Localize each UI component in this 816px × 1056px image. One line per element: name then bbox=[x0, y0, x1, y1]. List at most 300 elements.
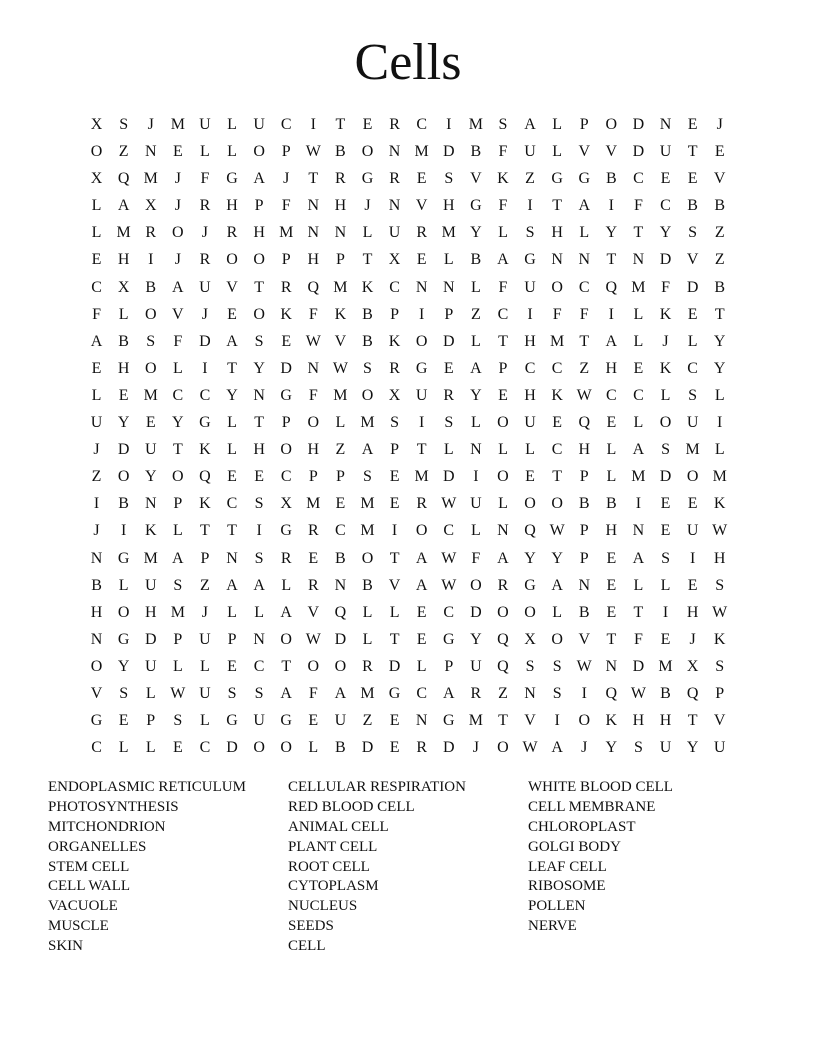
grid-letter: D bbox=[442, 332, 455, 350]
grid-letter: S bbox=[552, 657, 562, 675]
grid-letter: N bbox=[470, 441, 482, 459]
grid-letter: O bbox=[551, 630, 563, 648]
grid-letter: L bbox=[281, 576, 292, 594]
grid-letter: J bbox=[364, 197, 371, 215]
grid-letter: F bbox=[308, 386, 318, 404]
grid-letter: N bbox=[307, 359, 320, 377]
grid-letter: R bbox=[416, 495, 427, 513]
grid-letter: Z bbox=[525, 170, 535, 188]
grid-letter: Q bbox=[117, 170, 130, 188]
grid-letter: B bbox=[687, 197, 698, 215]
grid-letter: Z bbox=[714, 251, 725, 269]
grid-letter: B bbox=[660, 684, 671, 702]
grid-letter: J bbox=[174, 251, 181, 269]
grid-letter: D bbox=[442, 468, 455, 486]
grid-letter: I bbox=[419, 305, 425, 323]
grid-letter: M bbox=[631, 278, 646, 296]
grid-letter: L bbox=[552, 603, 563, 621]
grid-letter: S bbox=[715, 657, 725, 675]
grid-letter: E bbox=[687, 576, 698, 594]
grid-letter: A bbox=[551, 739, 563, 757]
word-list-item: CYTOPLASM bbox=[288, 878, 379, 895]
grid-letter: O bbox=[470, 576, 482, 594]
grid-letter: I bbox=[608, 197, 614, 215]
word-list-item: MITCHONDRION bbox=[48, 818, 166, 835]
grid-letter: L bbox=[362, 630, 373, 648]
grid-letter: Y bbox=[713, 332, 726, 350]
grid-letter: L bbox=[633, 332, 644, 350]
grid-letter: R bbox=[280, 278, 292, 296]
grid-letter: D bbox=[361, 739, 374, 757]
word-list-item: RED BLOOD CELL bbox=[288, 798, 415, 815]
grid-letter: V bbox=[713, 170, 726, 188]
grid-letter: N bbox=[551, 251, 563, 269]
grid-letter: Y bbox=[117, 414, 130, 432]
grid-letter: O bbox=[253, 251, 265, 269]
grid-letter: B bbox=[362, 305, 373, 323]
grid-letter: G bbox=[578, 170, 591, 188]
grid-letter: T bbox=[633, 224, 644, 242]
grid-letter: U bbox=[686, 522, 699, 540]
grid-letter: E bbox=[416, 251, 427, 269]
grid-letter: M bbox=[550, 332, 565, 350]
grid-letter: Z bbox=[714, 224, 725, 242]
grid-letter: L bbox=[362, 603, 373, 621]
grid-letter: G bbox=[524, 251, 536, 269]
grid-letter: J bbox=[147, 116, 154, 133]
grid-letter: N bbox=[226, 549, 238, 567]
grid-letter: L bbox=[687, 332, 698, 350]
grid-letter: P bbox=[579, 522, 589, 540]
grid-letter: U bbox=[199, 278, 211, 296]
grid-letter: E bbox=[687, 495, 698, 513]
grid-letter: E bbox=[227, 468, 237, 486]
grid-letter: M bbox=[116, 224, 131, 242]
word-list-item: GOLGI BODY bbox=[528, 838, 621, 855]
grid-letter: E bbox=[91, 359, 102, 377]
grid-letter: U bbox=[686, 414, 699, 432]
grid-letter: I bbox=[120, 522, 127, 540]
grid-letter: R bbox=[199, 197, 211, 215]
grid-letter: G bbox=[280, 386, 292, 404]
grid-letter: B bbox=[118, 495, 129, 513]
grid-letter: N bbox=[253, 630, 265, 648]
grid-letter: I bbox=[473, 468, 479, 486]
grid-letter: N bbox=[415, 278, 428, 296]
grid-letter: I bbox=[581, 684, 587, 702]
grid-letter: P bbox=[390, 441, 400, 459]
grid-letter: Q bbox=[497, 630, 509, 648]
word-list-item: CELL MEMBRANE bbox=[528, 798, 656, 815]
grid-letter: O bbox=[117, 468, 130, 486]
grid-letter: E bbox=[687, 305, 698, 323]
grid-letter: C bbox=[280, 116, 292, 133]
grid-letter: W bbox=[712, 603, 728, 621]
grid-letter: P bbox=[498, 359, 508, 377]
grid-letter: C bbox=[633, 170, 644, 188]
grid-letter: Q bbox=[686, 684, 699, 702]
grid-letter: G bbox=[117, 630, 130, 648]
word-list-item: PHOTOSYNTHESIS bbox=[48, 798, 179, 815]
grid-letter: M bbox=[631, 468, 646, 486]
grid-letter: L bbox=[91, 197, 102, 215]
grid-letter: A bbox=[497, 549, 509, 567]
grid-letter: U bbox=[199, 684, 211, 702]
grid-letter: F bbox=[661, 278, 670, 296]
word-search-grid bbox=[83, 111, 733, 761]
grid-letter: Y bbox=[470, 224, 482, 242]
grid-letter: E bbox=[633, 359, 644, 377]
grid-letter: C bbox=[443, 522, 455, 540]
grid-letter: E bbox=[172, 739, 183, 757]
grid-letter: O bbox=[172, 468, 184, 486]
grid-letter: D bbox=[442, 739, 455, 757]
grid-letter: Y bbox=[605, 739, 618, 757]
grid-letter: H bbox=[334, 197, 347, 215]
grid-letter: T bbox=[227, 359, 237, 377]
grid-letter: T bbox=[552, 468, 563, 486]
word-list-item: MUSCLE bbox=[48, 918, 109, 935]
grid-letter: Y bbox=[551, 549, 563, 567]
grid-letter: P bbox=[146, 712, 156, 730]
grid-letter: Z bbox=[470, 305, 481, 323]
grid-letter: H bbox=[524, 332, 536, 350]
grid-letter: E bbox=[145, 414, 156, 432]
grid-letter: O bbox=[497, 468, 509, 486]
grid-letter: R bbox=[307, 522, 319, 540]
grid-letter: O bbox=[144, 359, 157, 377]
grid-letter: F bbox=[308, 684, 318, 702]
grid-letter: R bbox=[470, 684, 482, 702]
grid-letter: Y bbox=[659, 224, 672, 242]
grid-letter: O bbox=[172, 224, 184, 242]
grid-letter: B bbox=[605, 495, 617, 513]
grid-letter: E bbox=[389, 739, 400, 757]
grid-letter: I bbox=[419, 414, 425, 432]
grid-letter: Y bbox=[713, 359, 726, 377]
grid-letter: M bbox=[143, 170, 158, 188]
grid-letter: L bbox=[470, 332, 481, 350]
grid-letter: K bbox=[280, 305, 292, 323]
grid-letter: E bbox=[606, 603, 617, 621]
grid-letter: N bbox=[144, 143, 157, 161]
grid-letter: E bbox=[416, 630, 427, 648]
grid-letter: T bbox=[552, 197, 563, 215]
grid-letter: M bbox=[143, 386, 158, 404]
grid-letter: L bbox=[335, 414, 346, 432]
grid-letter: S bbox=[363, 468, 372, 486]
grid-letter: S bbox=[173, 576, 183, 594]
grid-letter: M bbox=[441, 224, 456, 242]
word-list-item: ROOT CELL bbox=[288, 858, 370, 875]
grid-letter: N bbox=[632, 251, 645, 269]
grid-letter: Q bbox=[578, 414, 591, 432]
grid-letter: Z bbox=[118, 143, 129, 161]
grid-letter: F bbox=[173, 332, 183, 350]
grid-letter: F bbox=[633, 630, 643, 648]
grid-letter: E bbox=[227, 657, 237, 675]
grid-letter: D bbox=[442, 143, 455, 161]
grid-letter: M bbox=[279, 224, 294, 242]
grid-letter: J bbox=[93, 441, 100, 459]
grid-letter: C bbox=[199, 386, 211, 404]
grid-letter: J bbox=[472, 739, 479, 757]
word-list-item: ANIMAL CELL bbox=[288, 818, 389, 835]
grid-letter: I bbox=[527, 305, 533, 323]
grid-letter: G bbox=[226, 712, 238, 730]
grid-letter: D bbox=[280, 359, 292, 377]
grid-letter: Y bbox=[226, 386, 238, 404]
grid-letter: W bbox=[549, 522, 565, 540]
grid-letter: B bbox=[714, 197, 726, 215]
grid-letter: C bbox=[226, 495, 238, 513]
grid-letter: R bbox=[362, 657, 373, 675]
grid-letter: M bbox=[170, 116, 185, 133]
grid-letter: O bbox=[117, 603, 130, 621]
grid-letter: H bbox=[632, 712, 645, 730]
grid-letter: U bbox=[144, 441, 157, 459]
grid-letter: P bbox=[200, 549, 210, 567]
grid-letter: G bbox=[524, 576, 536, 594]
grid-letter: A bbox=[632, 441, 645, 459]
grid-letter: E bbox=[308, 712, 319, 730]
grid-letter: N bbox=[415, 712, 428, 730]
grid-letter: K bbox=[659, 305, 672, 323]
grid-letter: N bbox=[90, 630, 103, 648]
grid-letter: B bbox=[118, 332, 129, 350]
grid-letter: O bbox=[578, 712, 591, 730]
grid-letter: T bbox=[254, 414, 264, 432]
grid-letter: K bbox=[497, 170, 509, 188]
grid-letter: E bbox=[91, 251, 102, 269]
word-list-item: SEEDS bbox=[288, 918, 334, 935]
grid-letter: M bbox=[170, 603, 185, 621]
grid-letter: L bbox=[172, 522, 183, 540]
grid-letter: O bbox=[361, 143, 374, 161]
grid-letter: G bbox=[442, 712, 455, 730]
grid-letter: W bbox=[441, 495, 457, 513]
grid-letter: R bbox=[497, 576, 509, 594]
grid-letter: E bbox=[254, 468, 264, 486]
grid-letter: W bbox=[305, 332, 321, 350]
grid-letter: W bbox=[305, 143, 321, 161]
grid-letter: N bbox=[307, 224, 320, 242]
grid-letter: G bbox=[442, 630, 455, 648]
grid-letter: T bbox=[579, 332, 590, 350]
grid-letter: E bbox=[416, 170, 427, 188]
grid-letter: A bbox=[226, 576, 238, 594]
grid-letter: Y bbox=[470, 386, 482, 404]
word-list-item: STEM CELL bbox=[48, 858, 130, 875]
grid-letter: U bbox=[388, 224, 401, 242]
grid-letter: N bbox=[388, 197, 401, 215]
grid-letter: C bbox=[443, 603, 455, 621]
grid-letter: L bbox=[660, 386, 671, 404]
grid-letter: D bbox=[117, 441, 130, 459]
grid-letter: O bbox=[90, 657, 103, 675]
grid-letter: L bbox=[498, 441, 508, 459]
grid-letter: T bbox=[335, 116, 346, 133]
grid-letter: X bbox=[90, 170, 103, 188]
grid-letter: H bbox=[442, 197, 455, 215]
grid-letter: W bbox=[712, 522, 728, 540]
grid-letter: H bbox=[117, 251, 130, 269]
grid-letter: R bbox=[335, 170, 346, 188]
grid-letter: Q bbox=[497, 657, 509, 675]
grid-letter: E bbox=[443, 359, 454, 377]
grid-letter: Q bbox=[307, 278, 320, 296]
grid-letter: C bbox=[253, 657, 265, 675]
grid-letter: W bbox=[332, 359, 348, 377]
grid-letter: O bbox=[280, 630, 292, 648]
grid-letter: V bbox=[226, 278, 238, 296]
grid-letter: T bbox=[308, 170, 319, 188]
grid-letter: C bbox=[497, 305, 509, 323]
grid-letter: K bbox=[361, 278, 374, 296]
grid-letter: S bbox=[363, 359, 372, 377]
grid-letter: C bbox=[578, 278, 590, 296]
grid-letter: K bbox=[551, 386, 563, 404]
grid-letter: X bbox=[280, 495, 292, 513]
word-list-item: CELL bbox=[288, 938, 326, 955]
grid-letter: Y bbox=[117, 657, 130, 675]
grid-letter: K bbox=[199, 441, 211, 459]
grid-letter: S bbox=[119, 684, 129, 702]
grid-letter: F bbox=[498, 143, 508, 161]
grid-letter: U bbox=[253, 712, 265, 730]
grid-letter: F bbox=[471, 549, 481, 567]
grid-letter: N bbox=[307, 197, 320, 215]
grid-letter: A bbox=[415, 549, 428, 567]
grid-letter: I bbox=[202, 359, 208, 377]
word-list-item: RIBOSOME bbox=[528, 878, 606, 895]
grid-letter: W bbox=[576, 386, 592, 404]
grid-letter: J bbox=[283, 170, 290, 188]
grid-letter: E bbox=[660, 495, 671, 513]
grid-letter: L bbox=[416, 657, 427, 675]
word-list-item: CELL WALL bbox=[48, 878, 131, 895]
grid-letter: I bbox=[527, 197, 533, 215]
grid-letter: U bbox=[90, 414, 103, 432]
grid-letter: X bbox=[524, 630, 536, 648]
grid-letter: R bbox=[226, 224, 238, 242]
grid-letter: J bbox=[201, 603, 209, 621]
grid-letter: E bbox=[389, 495, 400, 513]
grid-letter: C bbox=[199, 739, 211, 757]
grid-letter: O bbox=[524, 603, 536, 621]
grid-letter: T bbox=[687, 143, 698, 161]
grid-letter: S bbox=[173, 712, 183, 730]
grid-letter: H bbox=[605, 522, 618, 540]
grid-letter: U bbox=[470, 657, 482, 675]
grid-letter: L bbox=[443, 251, 454, 269]
grid-letter: A bbox=[551, 576, 563, 594]
grid-letter: C bbox=[633, 386, 644, 404]
grid-letter: F bbox=[498, 278, 508, 296]
grid-letter: O bbox=[659, 414, 672, 432]
grid-letter: S bbox=[525, 657, 535, 675]
grid-letter: Z bbox=[200, 576, 210, 594]
grid-letter: L bbox=[633, 576, 644, 594]
grid-letter: P bbox=[390, 305, 400, 323]
grid-letter: M bbox=[333, 386, 348, 404]
grid-letter: T bbox=[254, 278, 264, 296]
grid-letter: E bbox=[335, 495, 346, 513]
grid-letter: H bbox=[659, 712, 672, 730]
grid-letter: Y bbox=[144, 468, 157, 486]
grid-letter: V bbox=[686, 251, 699, 269]
grid-letter: M bbox=[468, 116, 483, 133]
word-list-item: SKIN bbox=[48, 938, 84, 955]
grid-letter: E bbox=[118, 712, 129, 730]
grid-letter: L bbox=[714, 386, 725, 404]
grid-letter: C bbox=[687, 359, 698, 377]
grid-letter: B bbox=[714, 278, 726, 296]
grid-letter: A bbox=[361, 441, 374, 459]
grid-letter: N bbox=[388, 143, 401, 161]
grid-letter: I bbox=[554, 712, 560, 730]
grid-letter: E bbox=[606, 549, 617, 567]
grid-letter: L bbox=[606, 468, 617, 486]
grid-letter: A bbox=[605, 332, 618, 350]
word-list-item: PLANT CELL bbox=[288, 838, 378, 855]
grid-letter: T bbox=[498, 712, 508, 730]
grid-letter: T bbox=[389, 630, 400, 648]
grid-letter: I bbox=[93, 495, 100, 513]
grid-letter: Z bbox=[498, 684, 508, 702]
grid-letter: G bbox=[415, 359, 428, 377]
grid-letter: B bbox=[362, 332, 373, 350]
grid-letter: P bbox=[444, 657, 454, 675]
grid-letter: L bbox=[443, 441, 454, 459]
grid-letter: L bbox=[633, 414, 644, 432]
grid-letter: I bbox=[608, 305, 614, 323]
grid-letter: F bbox=[92, 305, 101, 323]
grid-letter: O bbox=[605, 116, 618, 133]
grid-letter: N bbox=[632, 522, 645, 540]
grid-letter: U bbox=[199, 630, 211, 648]
grid-letter: S bbox=[254, 549, 264, 567]
grid-letter: J bbox=[581, 739, 588, 757]
grid-letter: S bbox=[688, 224, 698, 242]
grid-letter: V bbox=[334, 332, 347, 350]
grid-letter: P bbox=[173, 495, 183, 513]
grid-letter: L bbox=[200, 712, 210, 730]
grid-letter: H bbox=[713, 549, 726, 567]
grid-letter: O bbox=[226, 251, 238, 269]
grid-letter: Y bbox=[524, 549, 536, 567]
grid-letter: O bbox=[497, 603, 509, 621]
grid-letter: O bbox=[415, 522, 428, 540]
grid-letter: W bbox=[170, 684, 186, 702]
grid-letter: C bbox=[389, 278, 400, 296]
grid-letter: N bbox=[605, 657, 618, 675]
grid-letter: M bbox=[685, 441, 700, 459]
grid-letter: V bbox=[578, 143, 591, 161]
grid-letter: O bbox=[361, 549, 374, 567]
grid-letter: E bbox=[606, 414, 617, 432]
grid-letter: V bbox=[713, 712, 726, 730]
grid-letter: V bbox=[524, 712, 536, 730]
grid-letter: U bbox=[713, 739, 726, 757]
grid-letter: W bbox=[630, 684, 646, 702]
grid-letter: G bbox=[361, 170, 374, 188]
grid-letter: I bbox=[689, 549, 696, 567]
grid-letter: L bbox=[714, 441, 725, 459]
grid-letter: B bbox=[470, 251, 482, 269]
grid-letter: T bbox=[281, 657, 292, 675]
grid-letter: K bbox=[659, 359, 672, 377]
